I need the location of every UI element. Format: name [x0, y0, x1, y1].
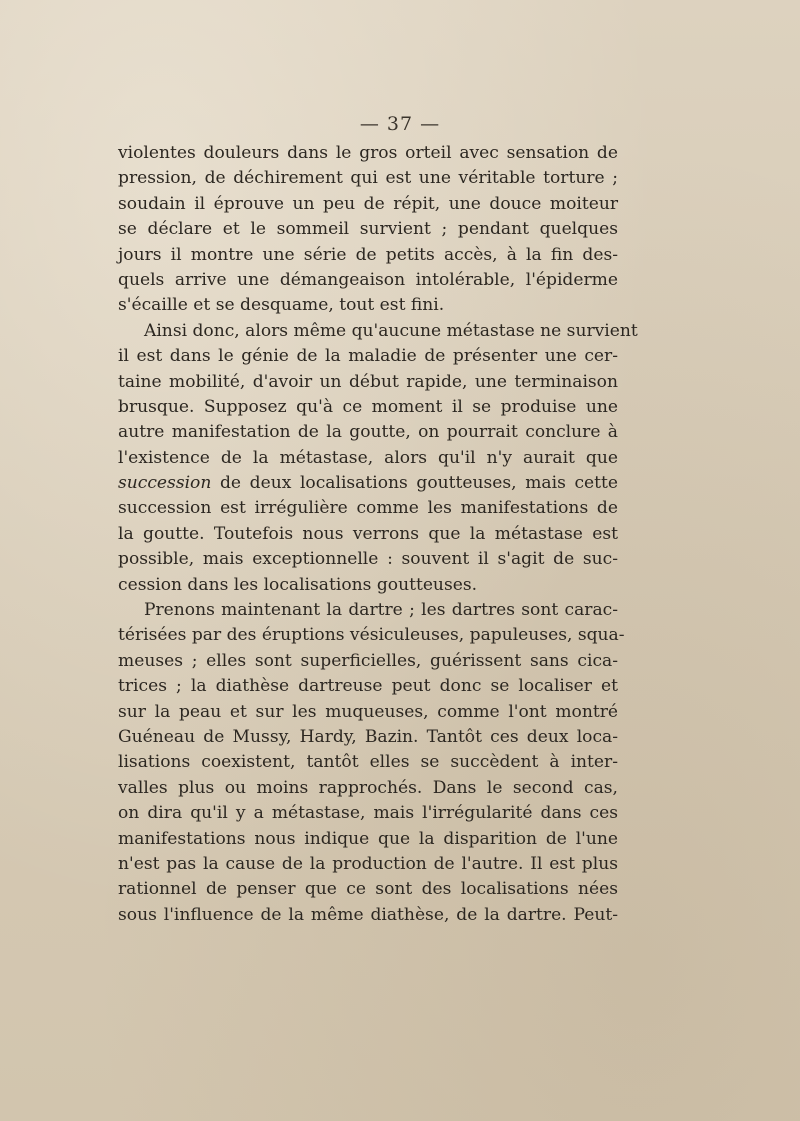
line-text: on dira qu'il y a métastase, mais l'irrégularité dans ces	[118, 803, 618, 824]
text-line	[118, 496, 618, 521]
line-text: soudain il éprouve un peu de répit, une douce moiteur	[118, 193, 618, 214]
text-line	[118, 522, 618, 547]
text-line	[118, 344, 618, 369]
text-line	[118, 649, 618, 674]
text-line	[118, 852, 618, 877]
line-text: brusque. Supposez qu'à ce moment il se produise une	[118, 396, 618, 417]
line-text: Ainsi donc, alors même qu'aucune métastase ne survient	[144, 320, 638, 341]
text-line	[118, 192, 618, 217]
text-line	[118, 776, 618, 801]
text-line	[118, 166, 618, 191]
text-line	[118, 827, 618, 852]
line-text: valles plus ou moins rapprochés. Dans le second cas,	[118, 777, 618, 798]
text-line	[118, 319, 638, 344]
text-line	[118, 446, 618, 471]
text-line	[118, 573, 618, 598]
line-text: manifestations nous indique que la disparition de l'une	[118, 828, 618, 849]
line-text: Prenons maintenant la dartre ; les dartres sont carac-	[144, 600, 618, 621]
line-text: jours il montre une série de petits accès, à la fin des-	[118, 244, 618, 265]
line-text: violentes douleurs dans le gros orteil avec sensation de	[118, 143, 618, 163]
line-text: pression, de déchirement qui est une véritable torture ;	[118, 168, 618, 189]
line-text: n'est pas la cause de la production de l'autre. Il est plus	[118, 853, 618, 874]
text-line	[118, 547, 618, 572]
text-line	[118, 598, 618, 623]
line-text: térisées par des éruptions vésiculeuses, papuleuses, squa-	[118, 625, 625, 646]
body-text	[118, 141, 638, 928]
line-text: lisations coexistent, tantôt elles se succèdent à inter-	[118, 752, 618, 773]
line-text: cession dans les localisations goutteuses.	[118, 574, 478, 595]
line-text: sur la peau et sur les muqueuses, comme l'ont montré	[118, 701, 618, 722]
page-number: — 37 —	[359, 113, 441, 135]
line-text: quels arrive une démangeaison intolérable, l'épiderme	[118, 269, 618, 290]
text-line	[118, 877, 618, 902]
line-text: la goutte. Toutefois nous verrons que la métastase est	[118, 523, 618, 544]
line-text: sous l'influence de la même diathèse, de la dartre. Peut-	[118, 904, 618, 925]
text-line	[118, 471, 618, 496]
text-line	[118, 243, 618, 268]
text-line	[118, 141, 618, 166]
line-text: possible, mais exceptionnelle : souvent il s'agit de suc-	[118, 549, 618, 570]
line-text: l'existence de la métastase, alors qu'il n'y aurait que	[118, 447, 618, 468]
text-line	[118, 700, 618, 725]
text-line	[118, 293, 618, 318]
line-text: trices ; la diathèse dartreuse peut donc se localiser et	[118, 676, 618, 697]
text-line	[118, 370, 618, 395]
text-line	[118, 395, 618, 420]
text-line	[118, 750, 618, 775]
text-line	[118, 420, 618, 445]
line-text: taine mobilité, d'avoir un début rapide, une terminaison	[118, 371, 618, 392]
text-line	[118, 801, 618, 826]
line-text: autre manifestation de la goutte, on pourrait conclure à	[118, 422, 618, 443]
text-line	[118, 623, 625, 648]
line-text: succession est irrégulière comme les manifestations de	[118, 498, 618, 519]
line-text: meuses ; elles sont superficielles, guérissent sans cica-	[118, 650, 618, 671]
text-line	[118, 725, 618, 750]
line-text: rationnel de penser que ce sont des localisations nées	[118, 879, 618, 900]
line-text: de deux localisations goutteuses, mais cette	[211, 473, 618, 494]
text-line	[118, 903, 618, 928]
text-line	[118, 268, 618, 293]
line-text: s'écaille et se desquame, tout est fini.	[118, 295, 445, 316]
line-text: Guéneau de Mussy, Hardy, Bazin. Tantôt ces deux loca-	[118, 726, 618, 747]
text-line	[118, 674, 618, 699]
italic-word: succession	[118, 473, 212, 494]
line-text: se déclare et le sommeil survient ; pendant quelques	[118, 219, 618, 240]
text-line	[118, 217, 618, 242]
line-text: il est dans le génie de la maladie de présenter une cer-	[118, 346, 618, 367]
